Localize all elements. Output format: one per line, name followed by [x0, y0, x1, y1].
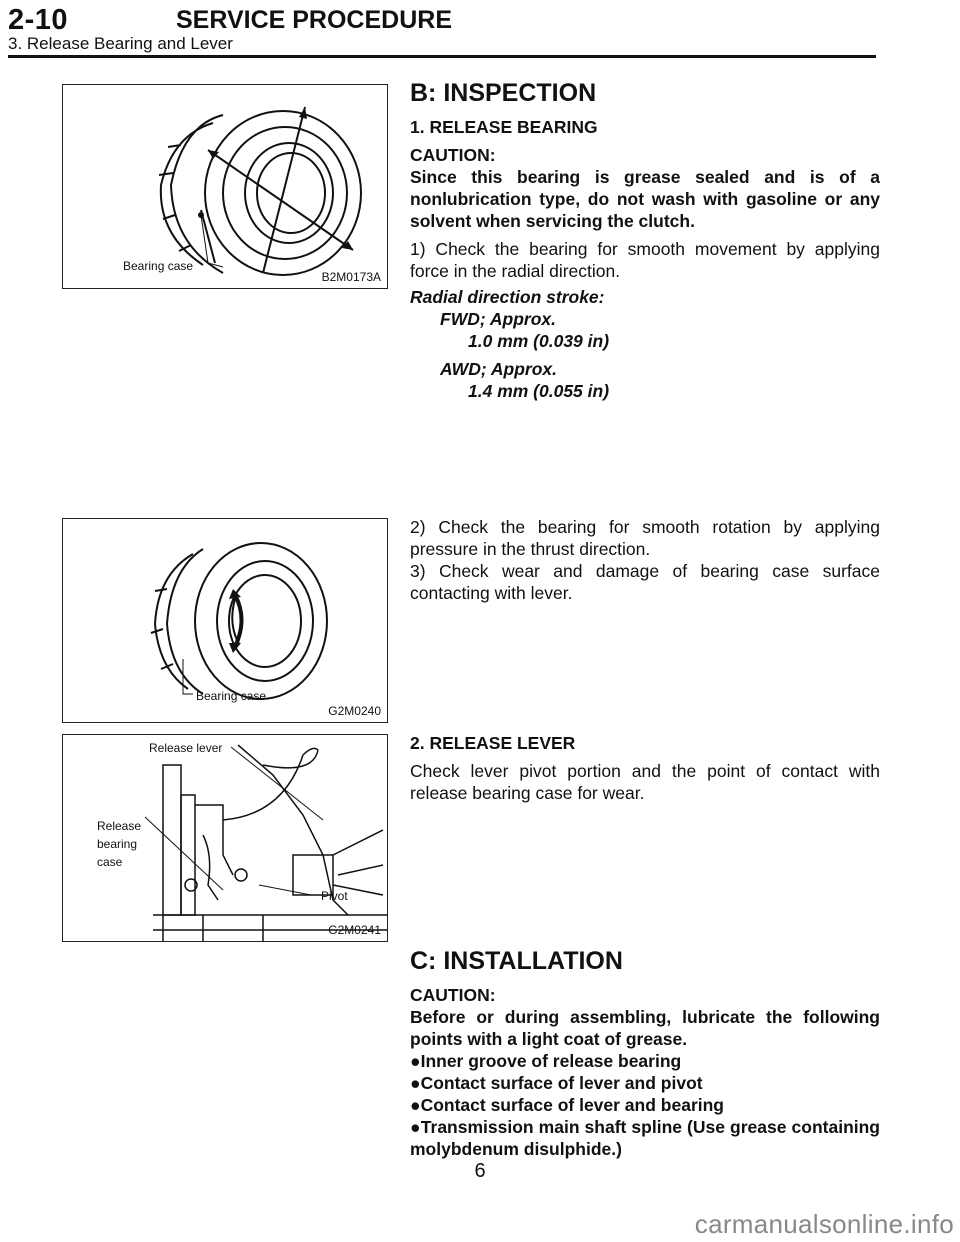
figure-label-release: Release	[97, 819, 142, 833]
figure-label-bearing-case: Bearing case	[196, 689, 267, 703]
bullet-glyph: ●	[410, 1117, 421, 1137]
page-number: 6	[474, 1160, 486, 1182]
bullet-text: Contact surface of lever and pivot	[420, 1073, 703, 1093]
figure-label-release-lever: Release lever	[149, 741, 223, 755]
release-bearing-subheading: 1. RELEASE BEARING	[410, 117, 598, 137]
installation-caution-label: CAUTION:	[410, 985, 496, 1005]
release-lever-subheading: 2. RELEASE LEVER	[410, 733, 576, 753]
rotation-steps	[410, 516, 880, 604]
bullet-item	[410, 1072, 880, 1094]
step-2: 2) Check the bearing for smooth rotation by applying pressure in the thrust direction.	[410, 517, 880, 559]
figure-label-pivot: Pivot	[321, 889, 348, 903]
fwd-value: 1.0 mm (0.039 in)	[468, 331, 610, 351]
figure-code: B2M0173A	[321, 270, 381, 284]
radial-stroke-label: Radial direction stroke:	[410, 287, 605, 307]
section-subtitle: 3. Release Bearing and Lever	[8, 34, 233, 53]
fwd-label: FWD; Approx.	[440, 309, 556, 329]
release-lever-section	[410, 732, 880, 804]
installation-section	[410, 946, 880, 1160]
step-3: 3) Check wear and damage of bearing case surface contacting with lever.	[410, 561, 880, 603]
bullet-glyph: ●	[410, 1095, 421, 1115]
bullet-glyph: ●	[410, 1051, 421, 1071]
figure-bearing-rotation	[62, 518, 388, 723]
bullet-item	[410, 1050, 880, 1072]
figure-code: G2M0241	[328, 923, 381, 937]
bullet-glyph: ●	[410, 1073, 421, 1093]
inspection-heading: B: INSPECTION	[410, 79, 597, 107]
awd-label: AWD; Approx.	[440, 359, 557, 379]
figure-label-bearing-case: Bearing case	[123, 259, 194, 273]
bullet-item	[410, 1094, 880, 1116]
figure-label-case: case	[97, 855, 123, 869]
release-lever-text: Check lever pivot portion and the point of contact with release bearing case for wear.	[410, 761, 880, 803]
installation-caution-text: Before or during assembling, lubricate the following points with a light coat of grease.	[410, 1007, 880, 1049]
bullet-text: Inner groove of release bearing	[420, 1051, 682, 1071]
bullet-text: Transmission main shaft spline (Use grease containing molybdenum disulphide.)	[410, 1117, 881, 1159]
inspection-section	[410, 78, 880, 402]
step-1: 1) Check the bearing for smooth movement by applying force in the radial direction.	[410, 239, 880, 281]
watermark[interactable]: carmanualsonline.info	[694, 1209, 954, 1239]
bullet-item	[410, 1116, 880, 1160]
awd-value: 1.4 mm (0.055 in)	[468, 381, 610, 401]
release-bearing-illustration	[63, 85, 387, 288]
installation-heading: C: INSTALLATION	[410, 947, 623, 975]
figure-release-bearing	[62, 84, 388, 289]
figure-code: G2M0240	[328, 704, 381, 718]
figure-label-bearing: bearing	[97, 837, 138, 851]
figure-release-lever	[62, 734, 388, 942]
header-rule	[8, 55, 876, 58]
section-code: 2-10	[8, 4, 69, 36]
page-title: SERVICE PROCEDURE	[176, 6, 452, 34]
caution-label: CAUTION:	[410, 145, 496, 165]
bullet-text: Contact surface of lever and bearing	[420, 1095, 724, 1115]
caution-text: Since this bearing is grease sealed and is of a nonlubrication type, do not wash with gasoline or any solvent when servicing the clutch.	[410, 167, 880, 231]
